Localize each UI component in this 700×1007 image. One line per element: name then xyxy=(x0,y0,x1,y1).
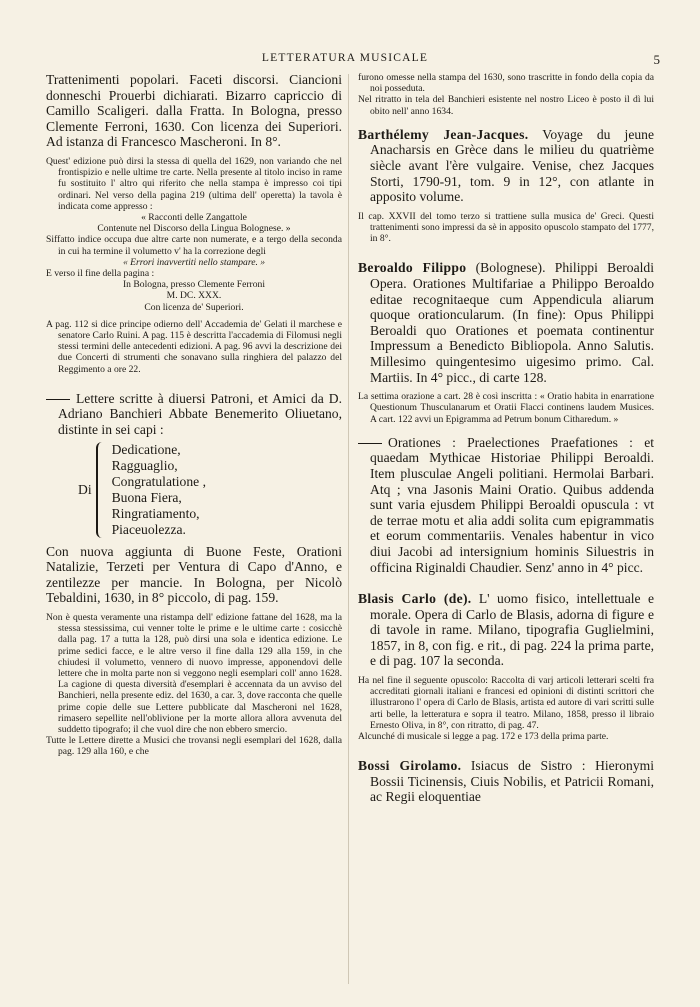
curly-brace xyxy=(96,442,108,538)
note-trattenimenti xyxy=(46,156,342,375)
brace-item: Ringratiamento, xyxy=(111,505,200,521)
quote-line: « Racconti delle Zangattole xyxy=(141,211,247,223)
note-paragraph: Quest' edizione può dirsi la stessa di quella del 1629, non variando che nel frontispizio e nelle ultime tre carte. Nella presente al titolo inciso in rame fu sostituito l' altro qui riferito che nella stampa è impresso coi tipi ordinari. Nel verso della pagina 219 (ultima dell' operetta) la tavola è indicata come appresso : xyxy=(46,155,342,212)
quote-line: M. DC. XXX. xyxy=(166,290,222,302)
note-paragraph: Ha nel fine il seguente opuscolo: Raccolta di varj articoli letterari scelti fra accreditati giornali italiani e francesi ed opinioni di distinti scrittori che illustrarono l' opera di Carlo de Blasis, artista ed autore di vari scritti sulle arti belle, la letteratura e sopra il teatro. Milano, 1858, presso il libraio Ernesto Oliva, in 8°, con ritratto, di pag. 47. xyxy=(358,675,654,731)
note-paragraph: Siffatto indice occupa due altre carte non numerate, e a tergo della seconda in cui ha termine il volumetto v' ha la correzione degli xyxy=(46,234,342,257)
headword: Blasis Carlo (de). xyxy=(358,591,472,607)
note-paragraph: Nel ritratto in tela del Banchieri esistente nel nostro Liceo è posto il dì lui obito nell' anno 1634. xyxy=(358,94,654,117)
note-paragraph: La settima orazione a cart. 28 è così inscritta : « Oratio habita in enarratione Questionum Thusculanarum et Oratii Flacci continens laudem Musices. A cart. 122 avvi un Epigramma ad Petrum bonum Citharedum. » xyxy=(358,391,654,425)
entry-text: Orationes : Praelectiones Praefationes : et quaedam Mythicae Historiae Philippi Beroaldi. Item plusculae Angeli politiani. Hermolai Barbari. Atq ; vna Jasonis Maini Oratio. Quibus addenda sunt varia ejusdem Philippi Beroaldi opuscula : vt de terrae motu et alia addi solita cum epigrammatis et eorum commentariis. Venales habentur in vico diui Jacobi ad intersignium hominis Siluestris in officina Riginaldi Chaudier. Senz' anno in 4° picc. xyxy=(370,434,654,575)
page-header xyxy=(30,52,660,68)
quote-line: Con licenza de' Superiori. xyxy=(144,301,244,313)
note-paragraph: Non è questa veramente una ristampa dell' edizione fattane del 1628, ma la stessa stessissima, cui venner tolte le prime e le ultime carte : cosicchè dalla pag. 17 a tutta la 128, può dirsi una sola e identica edizione. Le prime sedici facce, e le altre verso il fine dalla 129 alla 159, in che chiudesi il volumetto, vennero di nuovo impresse, apponendovi delle lettere che in molta parte non si veggono negli esemplari coll' anno 1628. La cagione di questa diversità d'esemplari è accennata da un avviso del Banchieri, nella presente ediz. del 1630, a car. 3, dove racconta che quelle prime copie delle sue Lettere pubblicate dal Mascheroni nel 1628, rimasero sepellite nell'oblivione per la morte allora allora avvenuta del suddetto tipografo; il che vuol dire che non ebbero smercio. xyxy=(46,611,342,736)
brace-items xyxy=(112,442,206,538)
entry-lettere-text: Lettere scritte à diuersi Patroni, et Amici da D. Adriano Banchieri Abbate Benemerito Oliuetano, distinte in sei capi : xyxy=(58,390,342,438)
quote-line: Contenute nel Discorso della Lingua Bolognese. » xyxy=(97,223,291,235)
entry-trattenimenti: Trattenimenti popolari. Faceti discorsi. Ciancioni donneschi Prouerbi dichiarati. Bizarro capriccio di Camillo Scaligeri. dalla Fratta. In Bologna, presso Clemente Ferroni, 1630. Con licenza dei Superiori. Ad istanza di Francesco Mascheroni. In 8°. xyxy=(46,72,342,150)
brace-item: Dedicatione, xyxy=(111,441,181,457)
brace-item: Ragguaglio, xyxy=(111,457,178,473)
entry-beroaldo-orationes xyxy=(358,435,654,575)
note-paragraph: A pag. 112 si dice principe odierno dell' Accademia de' Gelati il marchese e senatore Carlo Ruini. A pag. 115 è descritta l'accademia di Filomusi negli stessi termini delle antecedenti edizioni. A pag. 96 avvi la descrizione dei due Concerti di strumenti che sonavano sulla ringhiera del palazzo del Reggimento a ore 22. xyxy=(46,318,342,375)
brace-item: Congratulatione , xyxy=(111,473,206,489)
note-paragraph: Tutte le Lettere dirette a Musici che trovansi negli esemplari del 1628, dalla pag. 129 alla 160, e che xyxy=(46,735,342,758)
entry-bossi xyxy=(358,758,654,805)
entry-beroaldo xyxy=(358,260,654,385)
entry-text: (Bolognese). Philippi Beroaldi Opera. Orationes Multifariae a Philippo Beroaldo editae recognitaeque cum Appendicula aliarum quoque orationcularum. (In fine): Opus Philippi Beroaldi quo Orationes et poemata continentur Impressum a Benedicto Bibliopola. Anno Salutis. Millesimo quingentesimo uigesimo primo. Cal. Martiis. In 4° picc., di carte 128. xyxy=(370,260,654,385)
quote-line: « Errori inavvertiti nello stampare. » xyxy=(122,256,266,268)
note-paragraph: Il cap. XXVII del tomo terzo si trattiene sulla musica de' Greci. Questi trattenimenti sono impressi da sè in apposito opuscolo stampato del 1777, in 8°. xyxy=(358,210,654,245)
running-title: LETTERATURA MUSICALE xyxy=(261,52,429,64)
note-paragraph: E verso il fine della pagina : xyxy=(46,268,155,279)
entry-barthelemy xyxy=(358,127,654,205)
brace-list xyxy=(78,442,342,538)
headword: Bossi Girolamo. xyxy=(358,758,462,774)
entry-lettere-continued: Con nuova aggiunta di Buone Feste, Orationi Natalizie, Terzeti per Ventura di Capo d'Anno, e zentilezze per mancie. In Bologna, per Nicolò Tebaldini, 1630, in 8° piccolo, di pag. 159. xyxy=(46,543,342,606)
dash-rule xyxy=(46,399,70,400)
right-column xyxy=(358,72,654,805)
brace-item: Buona Fiera, xyxy=(111,489,182,505)
entry-blasis xyxy=(358,591,654,669)
entry-text: Voyage du jeune Anacharsis en Grèce dans le milieu du quatrième siècle avant l'ère vulgaire. Venise, chez Jacques Storti, 1790-91, tom. 9 in 12°, con atlante in apposito volume. xyxy=(370,126,654,205)
headword: Barthélemy Jean-Jacques. xyxy=(358,126,529,142)
headword: Beroaldo Filippo xyxy=(358,260,467,276)
dash-rule xyxy=(358,443,382,444)
note-lettere xyxy=(46,612,342,758)
page-number: 5 xyxy=(653,52,660,67)
note-paragraph: Alcunché di musicale si legge a pag. 172 e 173 della prima parte. xyxy=(358,731,609,743)
note-continued xyxy=(358,72,654,117)
entry-text: Isiacus de Sistro : Hieronymi Bossii Ticinensis, Ciuis Nobilis, et Patricii Romani, ac Regii eloquentiae xyxy=(370,758,654,805)
note-barthelemy xyxy=(358,211,654,245)
left-column xyxy=(46,72,342,758)
brace-item: Piaceuolezza. xyxy=(111,521,186,537)
note-paragraph: furono omesse nella stampa del 1630, sono trascritte in fondo della copia da noi posseduta. xyxy=(358,72,654,95)
column-divider xyxy=(348,74,349,984)
note-blasis xyxy=(358,675,654,742)
entry-lettere xyxy=(46,391,342,438)
note-beroaldo xyxy=(358,391,654,425)
entry-text: L' uomo fisico, intellettuale e morale. Opera di Carlo de Blasis, adorna di figure e di tavole in rame. Milano, tipografia Guglielmini, 1857, in 8, con fig. e rit., di pag. 224 la prima parte, e di pag. 107 la seconda. xyxy=(370,591,654,669)
quote-line: In Bologna, presso Clemente Ferroni xyxy=(122,279,265,291)
brace-label: Di xyxy=(78,481,92,497)
